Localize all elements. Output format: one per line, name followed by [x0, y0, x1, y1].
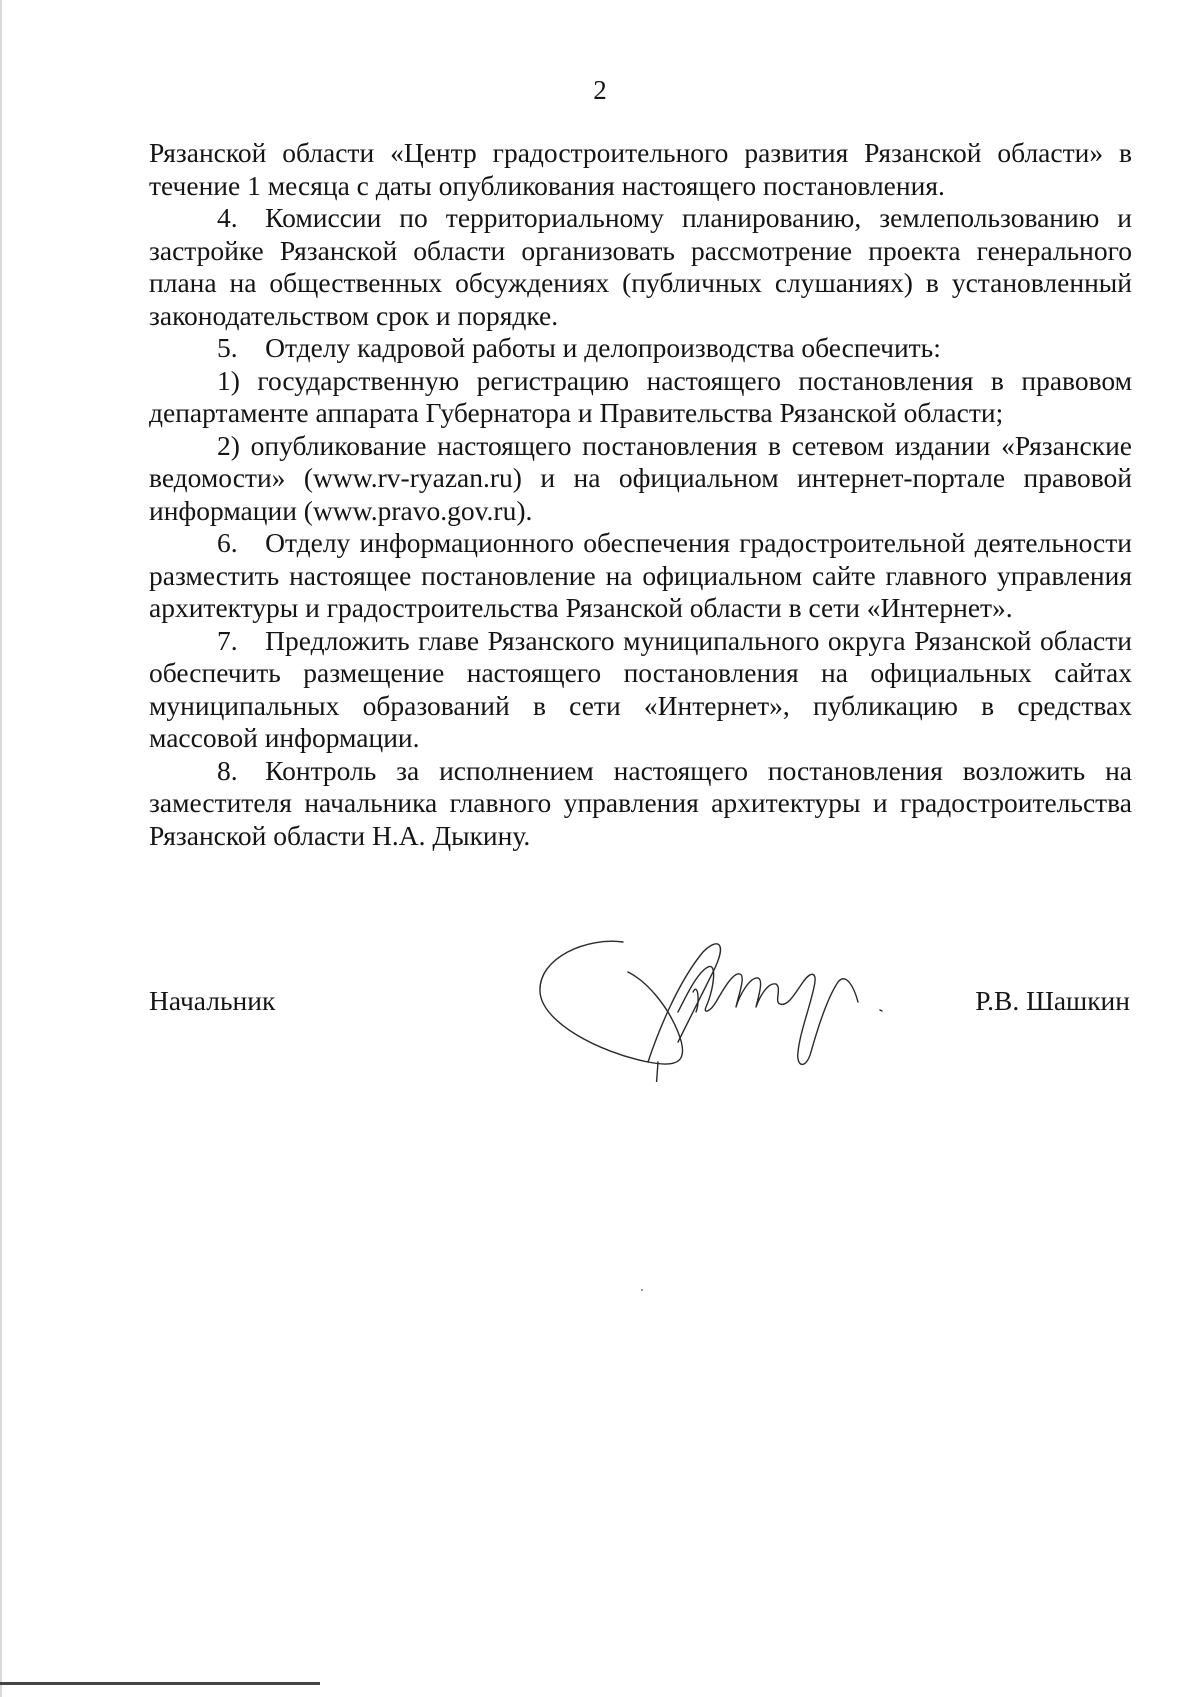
scan-speck	[641, 1289, 643, 1291]
scan-edge	[0, 0, 2, 1697]
signatory-title: Начальник	[149, 985, 276, 1016]
document-body	[149, 137, 1132, 852]
paragraph-item-7: 7. Предложить главе Рязанского муниципального округа Рязанской области обеспечить размещение настоящего постановления на официальных сайтах муниципальных образований в сети «Интернет», публикацию в средствах массовой информации.	[149, 624, 1132, 753]
paragraph-item-5-1: 1) государственную регистрацию настоящего постановления в правовом департаменте аппарата Губернатора и Правительства Рязанской области;	[149, 364, 1132, 428]
paragraph-continuation: Рязанской области «Центр градостроительного развития Рязанской области» в течение 1 месяца с даты опубликования настоящего постановления.	[149, 137, 1132, 201]
signatory-name: Р.В. Шашкин	[975, 985, 1130, 1016]
paragraph-item-5-2: 2) опубликование настоящего постановления в сетевом издании «Рязанские ведомости» (www.rv-ryazan.ru) и на официальном интернет-портале правовой информации (www.pravo.gov.ru).	[149, 429, 1132, 526]
paragraph-item-4: 4. Комиссии по территориальному планированию, землепользованию и застройке Рязанской области организовать рассмотрение проекта генерального плана на общественных обсуждениях (публичных слушаниях) в установленный законодательством срок и порядке.	[149, 202, 1132, 331]
paragraph-item-5: 5. Отделу кадровой работы и делопроизводства обеспечить:	[217, 332, 941, 363]
page-number: 2	[593, 75, 607, 105]
handwritten-signature	[528, 912, 898, 1082]
paragraph-item-6: 6. Отделу информационного обеспечения градостроительной деятельности разместить настоящее постановление на официальном сайте главного управления архитектуры и градостроительства Рязанской области в сети «Интернет».	[149, 527, 1132, 623]
scan-bottom-rule	[0, 1682, 320, 1685]
paragraph-item-8: 8. Контроль за исполнением настоящего постановления возложить на заместителя начальника главного управления архитектуры и градостроительства Рязанской области Н.А. Дыкину.	[149, 754, 1132, 851]
